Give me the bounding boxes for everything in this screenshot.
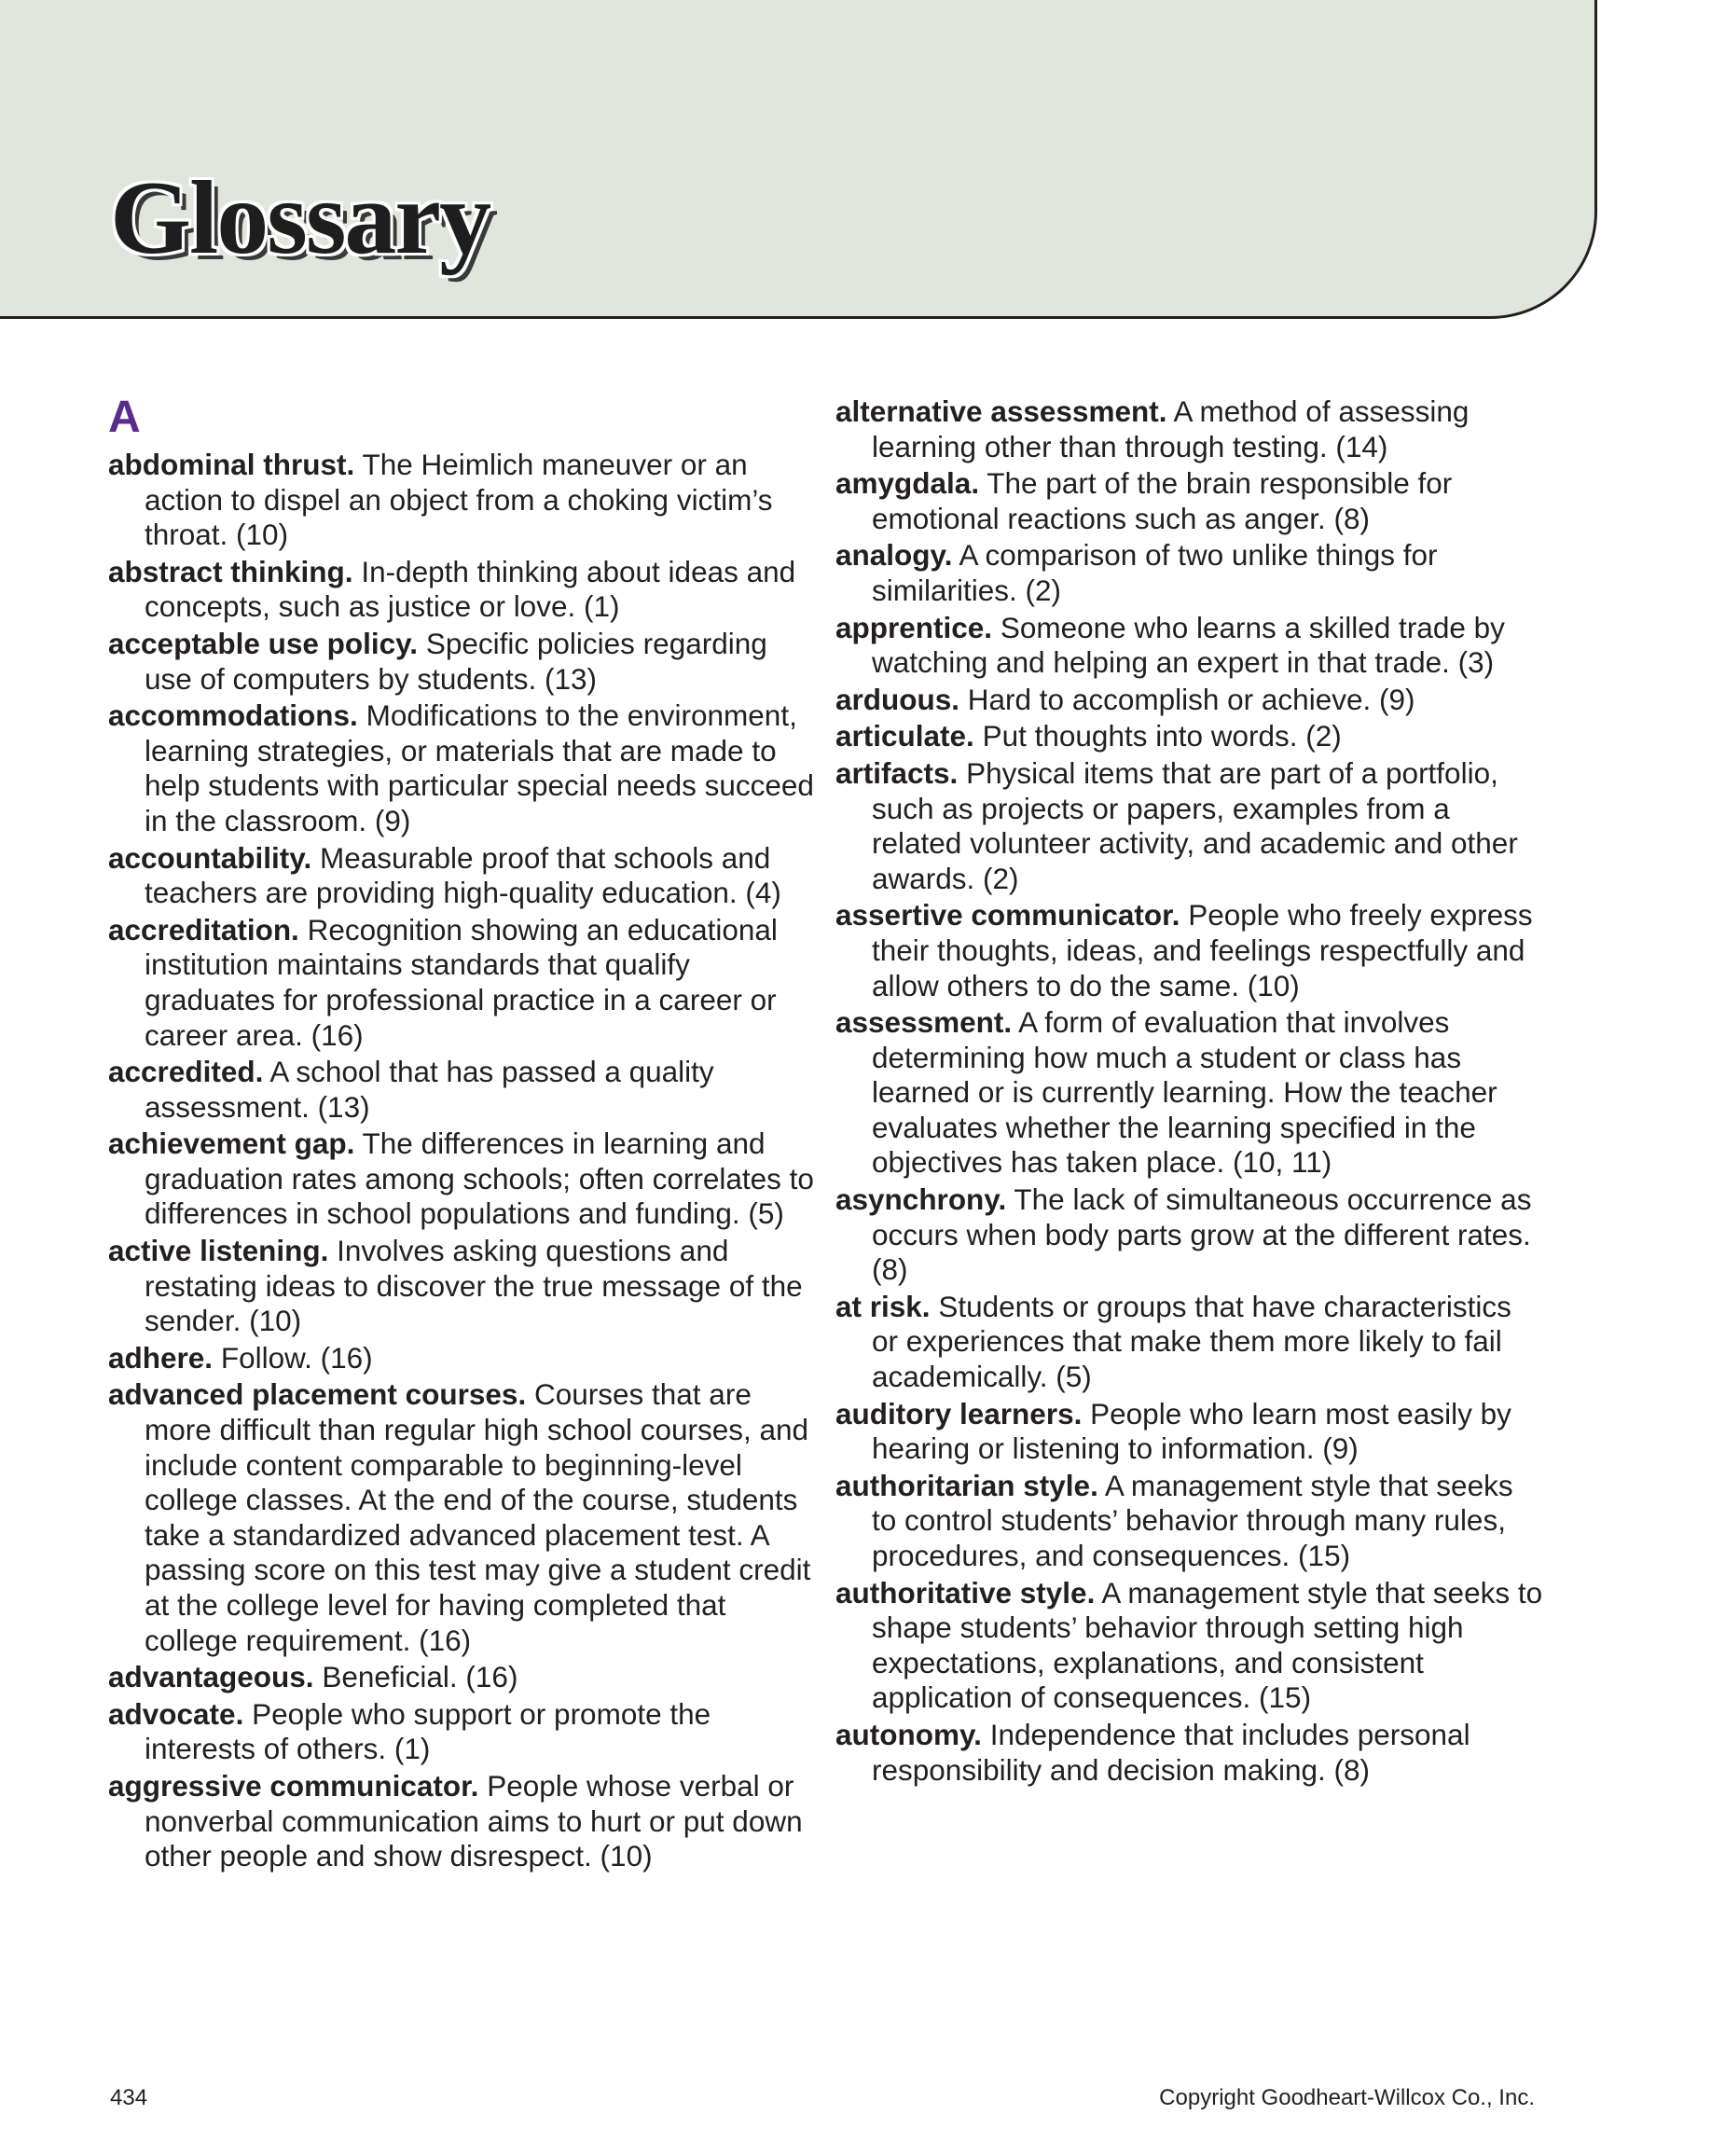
page-title: Glossary xyxy=(110,160,490,276)
glossary-term: abstract thinking. xyxy=(108,554,353,588)
glossary-definition: A management style that seeks to shape students’ behavior through setting high expectations, explanations, and consistent application of consequences. (15) xyxy=(872,1575,1543,1715)
glossary-entry xyxy=(835,683,1544,718)
glossary-term: accreditation. xyxy=(108,912,299,947)
glossary-column-right xyxy=(835,394,1544,1790)
glossary-term: articulate. xyxy=(835,719,974,753)
glossary-definition: The lack of simultaneous occurrence as occurs when body parts grow at the different rates. (8) xyxy=(872,1182,1532,1287)
right-entries-list xyxy=(835,394,1544,1788)
glossary-entry xyxy=(835,394,1544,464)
glossary-definition: A school that has passed a quality assessment. (13) xyxy=(145,1055,714,1124)
glossary-definition: Involves asking questions and restating ideas to discover the true message of the sender. (10) xyxy=(145,1234,803,1338)
glossary-entry xyxy=(835,898,1544,1003)
glossary-term: active listening. xyxy=(108,1234,329,1268)
glossary-definition: People who freely express their thoughts, ideas, and feelings respectfully and allow others to do the same. (10) xyxy=(872,898,1533,1002)
glossary-term: assessment. xyxy=(835,1005,1013,1040)
glossary-definition: In-depth thinking about ideas and concepts, such as justice or love. (1) xyxy=(145,554,796,624)
glossary-entry xyxy=(835,1005,1544,1181)
glossary-entry xyxy=(835,1469,1544,1574)
glossary-definition: Physical items that are part of a portfolio, such as projects or papers, examples from a related volunteer activity, and academic and other awards. (2) xyxy=(872,755,1518,895)
glossary-entry xyxy=(108,1769,817,1874)
glossary-entry xyxy=(108,448,817,553)
glossary-term: authoritative style. xyxy=(835,1575,1096,1610)
glossary-entry xyxy=(835,1397,1544,1467)
glossary-definition: Follow. (16) xyxy=(220,1340,373,1375)
glossary-definition: A management style that seeks to control students’ behavior through many rules, procedures, and consequences. (15) xyxy=(872,1468,1513,1572)
glossary-entry xyxy=(108,698,817,838)
glossary-term: assertive communicator. xyxy=(835,898,1180,933)
glossary-column-left xyxy=(108,394,817,1876)
glossary-definition: People who support or promote the interests of others. (1) xyxy=(145,1696,711,1766)
glossary-entry xyxy=(108,555,817,625)
glossary-term: auditory learners. xyxy=(835,1396,1083,1430)
glossary-term: advocate. xyxy=(108,1696,244,1731)
glossary-entry xyxy=(108,1234,817,1339)
glossary-definition: Specific policies regarding use of computers by students. (13) xyxy=(145,626,767,696)
glossary-term: analogy. xyxy=(835,538,953,573)
glossary-term: alternative assessment. xyxy=(835,394,1167,428)
glossary-definition: Beneficial. (16) xyxy=(322,1660,518,1694)
glossary-definition: The Heimlich maneuver or an action to dispel an object from a choking victim’s throat. (10) xyxy=(145,448,773,552)
glossary-definition: A form of evaluation that involves determining how much a student or class has learned or is currently learning. How the teacher evaluates whether the learning specified in the objectives has taken place. (10, 11) xyxy=(872,1005,1497,1180)
glossary-definition: People whose verbal or nonverbal communication aims to hurt or put down other people and show disrespect. (10) xyxy=(145,1768,803,1873)
glossary-term: arduous. xyxy=(835,682,960,716)
glossary-entry xyxy=(108,1660,817,1695)
glossary-entry xyxy=(108,1697,817,1767)
glossary-definition: A comparison of two unlike things for similarities. (2) xyxy=(872,538,1438,607)
glossary-term: aggressive communicator. xyxy=(108,1768,479,1803)
glossary-term: abdominal thrust. xyxy=(108,448,355,481)
glossary-entry xyxy=(835,1290,1544,1395)
glossary-term: authoritarian style. xyxy=(835,1468,1098,1502)
glossary-definition: Students or groups that have characteristics or experiences that make them more likely to fail academically. (5) xyxy=(872,1289,1511,1394)
glossary-entry xyxy=(835,1182,1544,1288)
glossary-entry xyxy=(108,841,817,911)
left-entries-list xyxy=(108,448,817,1874)
glossary-term: adhere. xyxy=(108,1340,214,1375)
glossary-definition: Put thoughts into words. (2) xyxy=(982,719,1342,753)
glossary-term: acceptable use policy. xyxy=(108,626,419,660)
section-letter: A xyxy=(108,393,141,442)
glossary-term: advanced placement courses. xyxy=(108,1377,527,1412)
glossary-definition: The part of the brain responsible for emotional reactions such as anger. (8) xyxy=(872,466,1453,535)
glossary-entry xyxy=(835,466,1544,536)
copyright-notice: Copyright Goodheart-Willcox Co., Inc. xyxy=(1159,2085,1535,2110)
glossary-entry xyxy=(108,1126,817,1232)
glossary-definition: Hard to accomplish or achieve. (9) xyxy=(967,682,1415,716)
glossary-entry xyxy=(835,719,1544,754)
glossary-entry xyxy=(108,1377,817,1658)
glossary-term: apprentice. xyxy=(835,610,993,644)
glossary-term: accountability. xyxy=(108,840,312,875)
glossary-definition: The differences in learning and graduation rates among schools; often correlates to differences in school populations and funding. (5) xyxy=(145,1126,814,1231)
glossary-definition: Recognition showing an educational institution maintains standards that qualify graduates for professional practice in a career or career area. (16) xyxy=(145,912,778,1052)
glossary-entry xyxy=(835,538,1544,608)
glossary-definition: Someone who learns a skilled trade by watching and helping an expert in that trade. (3) xyxy=(872,610,1505,680)
glossary-definition: Independence that includes personal responsibility and decision making. (8) xyxy=(872,1717,1470,1787)
glossary-term: asynchrony. xyxy=(835,1182,1007,1217)
page-number: 434 xyxy=(110,2085,148,2110)
glossary-term: achievement gap. xyxy=(108,1126,355,1161)
glossary-term: amygdala. xyxy=(835,466,980,501)
glossary-term: artifacts. xyxy=(835,755,959,790)
glossary-term: autonomy. xyxy=(835,1717,982,1751)
glossary-definition: People who learn most easily by hearing or listening to information. (9) xyxy=(872,1396,1511,1466)
glossary-definition: Courses that are more difficult than regular high school courses, and include content comparable to beginning-level college classes. At the end of the course, students take a standardized advanced placement test. A passing score on this test may give a student credit at the college level for having completed that college requirement. (16) xyxy=(145,1377,811,1657)
glossary-entry xyxy=(835,756,1544,896)
glossary-entry xyxy=(835,1718,1544,1788)
glossary-definition: Modifications to the environment, learning strategies, or materials that are made to help students with particular special needs succeed in the classroom. (9) xyxy=(145,698,814,837)
glossary-term: advantageous. xyxy=(108,1660,314,1694)
glossary-term: accommodations. xyxy=(108,698,358,733)
glossary-entry xyxy=(108,627,817,697)
glossary-entry xyxy=(108,1055,817,1125)
glossary-entry xyxy=(108,1341,817,1376)
glossary-term: at risk. xyxy=(835,1289,931,1323)
glossary-definition: A method of assessing learning other than through testing. (14) xyxy=(872,394,1470,463)
glossary-entry xyxy=(108,913,817,1053)
glossary-definition: Measurable proof that schools and teachers are providing high-quality education. (4) xyxy=(145,840,781,910)
glossary-entry xyxy=(835,1576,1544,1716)
glossary-term: accredited. xyxy=(108,1055,264,1089)
glossary-entry xyxy=(835,611,1544,681)
